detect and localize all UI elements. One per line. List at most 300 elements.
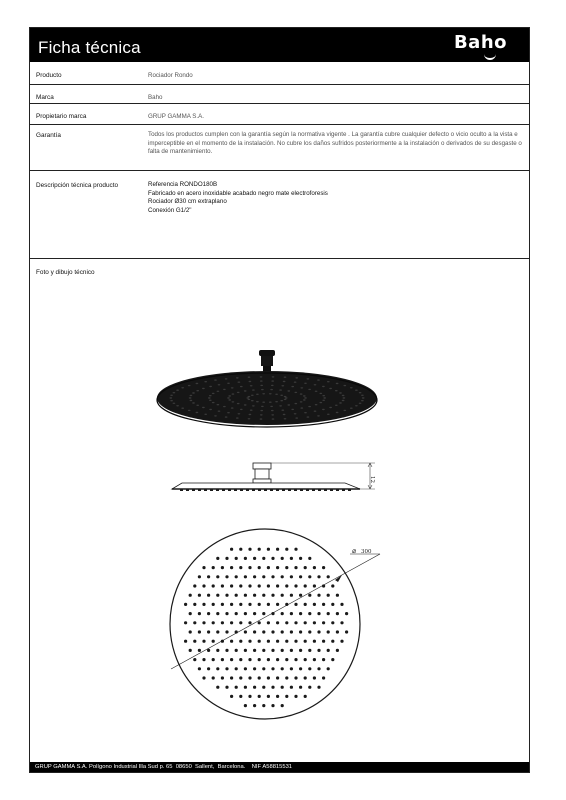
side-nozzle [324, 489, 327, 491]
photo-nozzle [176, 405, 179, 406]
photo-nozzle [307, 416, 310, 417]
photo-nozzle [249, 381, 252, 382]
photo-nozzle [315, 391, 318, 392]
photo-nozzle [190, 395, 193, 396]
row-propietario [30, 104, 529, 125]
photo-nozzle [307, 378, 310, 379]
plan-nozzle-dot [221, 584, 224, 587]
photo-nozzle [212, 393, 215, 394]
plan-nozzle-dot [271, 649, 274, 652]
side-connector-base [253, 479, 271, 483]
technical-drawing [30, 258, 529, 744]
photo-nozzle [217, 404, 220, 405]
plan-nozzle-dot [193, 640, 196, 643]
plan-nozzle-dot [212, 658, 215, 661]
plan-nozzle-dot [258, 621, 261, 624]
plan-nozzle-dot [244, 557, 247, 560]
plan-nozzle-dot [267, 566, 270, 569]
plan-nozzle-dot [207, 649, 210, 652]
plan-nozzle-dot [207, 594, 210, 597]
plan-nozzle-dot [216, 557, 219, 560]
plan-nozzle-dot [244, 575, 247, 578]
plan-nozzle-dot [225, 630, 228, 633]
photo-nozzle [248, 399, 251, 400]
plan-nozzle-dot [304, 566, 307, 569]
photo-nozzle [214, 379, 217, 380]
plan-nozzle-dot [202, 603, 205, 606]
photo-nozzle [223, 389, 226, 390]
photo-nozzle [280, 400, 283, 401]
plan-nozzle-dot [244, 649, 247, 652]
plan-nozzle-dot [285, 676, 288, 679]
plan-nozzle-dot [202, 566, 205, 569]
photo-nozzle [260, 410, 263, 411]
plan-nozzle-dot [202, 621, 205, 624]
plan-nozzle-dot [230, 548, 233, 551]
plan-nozzle-dot [202, 640, 205, 643]
plan-nozzle-dot [322, 566, 325, 569]
photo-nozzle [204, 381, 207, 382]
plan-nozzle-dot [267, 603, 270, 606]
photo-nozzle [252, 405, 255, 406]
photo-nozzle [279, 389, 282, 390]
plan-nozzle-dot [308, 612, 311, 615]
plan-nozzle-dot [207, 667, 210, 670]
photo-nozzle [261, 389, 264, 390]
plan-nozzle-dot [193, 584, 196, 587]
plan-nozzle-dot [331, 658, 334, 661]
photo-nozzle [317, 415, 320, 416]
plan-nozzle-dot [262, 630, 265, 633]
value-descripcion [148, 181, 523, 215]
plan-nozzle-dot [207, 612, 210, 615]
side-nozzle [318, 489, 321, 491]
photo-nozzle [343, 397, 346, 398]
plan-nozzle-dot [248, 658, 251, 661]
plan-nozzle-dot [212, 676, 215, 679]
photo-nozzle [260, 414, 263, 415]
plan-nozzle-dot [212, 584, 215, 587]
photo-nozzle [260, 385, 263, 386]
photo-nozzle [291, 386, 294, 387]
plan-nozzle-dot [225, 667, 228, 670]
photo-nozzle [249, 414, 252, 415]
plan-nozzle-dot [207, 630, 210, 633]
photo-nozzle [335, 390, 338, 391]
photo-nozzle [260, 376, 263, 377]
side-nozzle [192, 489, 195, 491]
plan-nozzle-dot [221, 621, 224, 624]
plan-nozzle-dot [331, 621, 334, 624]
side-view [172, 463, 375, 491]
side-nozzle [204, 489, 207, 491]
photo-nozzle [300, 393, 303, 394]
plan-nozzle-dot [230, 584, 233, 587]
plan-nozzle-dot [258, 640, 261, 643]
photo-nozzle [271, 410, 274, 411]
photo-nozzle [176, 390, 179, 391]
photo-nozzle [271, 385, 274, 386]
photo-nozzle [294, 392, 297, 393]
photo-nozzle [319, 402, 322, 403]
page-title: Ficha técnica [38, 38, 141, 57]
plan-nozzle-dot [184, 603, 187, 606]
row-producto [30, 62, 529, 85]
plan-nozzle-dot [230, 566, 233, 569]
plan-nozzle-dot [235, 557, 238, 560]
photo-nozzle [339, 392, 342, 393]
photo-nozzle [361, 400, 364, 401]
plan-nozzle-dot [271, 557, 274, 560]
plan-nozzle-dot [322, 621, 325, 624]
plan-nozzle-dot [317, 649, 320, 652]
plan-nozzle-dot [239, 584, 242, 587]
drawing-svg [30, 258, 531, 744]
plan-nozzle-dot [271, 575, 274, 578]
plan-nozzle-dot [271, 704, 274, 707]
side-nozzle [186, 489, 189, 491]
plan-nozzle-dot [202, 658, 205, 661]
plan-nozzle-dot [285, 640, 288, 643]
photo-nozzle [272, 418, 275, 419]
plan-nozzle-dot [193, 658, 196, 661]
brand-logo: Baho [453, 32, 507, 53]
photo-nozzle [339, 402, 342, 403]
plan-nozzle-dot [290, 612, 293, 615]
plan-nozzle-dot [281, 612, 284, 615]
photo-nozzle [236, 417, 239, 418]
plan-nozzle-dot [262, 649, 265, 652]
plan-nozzle-dot [304, 621, 307, 624]
plan-nozzle-dot [313, 603, 316, 606]
photo-nozzle [256, 394, 259, 395]
photo-nozzle [218, 411, 221, 412]
photo-nozzle [232, 401, 235, 402]
plan-nozzle-dot [244, 630, 247, 633]
plan-nozzle-dot [336, 594, 339, 597]
photo-nozzle [248, 377, 251, 378]
side-nozzle [288, 489, 291, 491]
plan-nozzle-dot [189, 594, 192, 597]
photo-nozzle [237, 392, 240, 393]
plan-nozzle-dot [212, 566, 215, 569]
plan-nozzle-dot [327, 630, 330, 633]
plan-nozzle-dot [267, 548, 270, 551]
photo-nozzle [304, 412, 307, 413]
plan-nozzle-dot [244, 704, 247, 707]
plan-nozzle-dot [230, 621, 233, 624]
photo-nozzle [314, 411, 317, 412]
plan-nozzle-dot [327, 667, 330, 670]
plan-nozzle-dot [345, 630, 348, 633]
desc-line: Rociador Ø30 cm extraplano [148, 198, 227, 206]
plan-nozzle-dot [331, 603, 334, 606]
plan-nozzle-dot [225, 649, 228, 652]
plan-nozzle-dot [230, 640, 233, 643]
plan-nozzle-dot [235, 594, 238, 597]
plan-nozzle-dot [271, 594, 274, 597]
photo-nozzle [270, 406, 273, 407]
plan-nozzle-dot [267, 695, 270, 698]
photo-nozzle [329, 388, 332, 389]
photo-nozzle [362, 397, 365, 398]
plan-nozzle-dot [336, 630, 339, 633]
photo-nozzle [294, 382, 297, 383]
desc-line: Referencia RONDO180B [148, 181, 218, 188]
plan-nozzle-dot [281, 575, 284, 578]
row-marca [30, 85, 529, 104]
photo-nozzle [170, 400, 173, 401]
plan-nozzle-dot [304, 584, 307, 587]
side-nozzle [240, 489, 243, 491]
photo-nozzle [319, 393, 322, 394]
photo-nozzle [228, 395, 231, 396]
desc-line: Conexión G1/2" [148, 206, 192, 214]
side-nozzle [228, 489, 231, 491]
plan-nozzle-dot [230, 658, 233, 661]
plan-nozzle-dot [225, 686, 228, 689]
plan-nozzle-dot [294, 566, 297, 569]
photo-connector-body [261, 356, 273, 366]
plan-nozzle-dot [327, 612, 330, 615]
plan-nozzle-dot [285, 621, 288, 624]
photo-nozzle [355, 390, 358, 391]
plan-nozzle-dot [276, 548, 279, 551]
plan-nozzle-dot [322, 603, 325, 606]
photo-nozzle [217, 391, 220, 392]
plan-nozzle-dot [248, 603, 251, 606]
plan-nozzle-dot [189, 630, 192, 633]
plan-nozzle-dot [276, 695, 279, 698]
plan-nozzle-dot [308, 630, 311, 633]
plan-nozzle-dot [336, 649, 339, 652]
photo-nozzle [336, 383, 339, 384]
plan-nozzle-dot [198, 612, 201, 615]
plan-nozzle-dot [248, 695, 251, 698]
photo-nozzle [291, 409, 294, 410]
side-nozzle [336, 489, 339, 491]
plan-nozzle-dot [212, 621, 215, 624]
plan-nozzle-dot [216, 649, 219, 652]
side-nozzle [252, 489, 255, 491]
photo-nozzle [173, 403, 176, 404]
photo-nozzle [336, 412, 339, 413]
photo-nozzle [240, 409, 243, 410]
plan-nozzle-dot [235, 630, 238, 633]
side-nozzle [306, 489, 309, 491]
plan-nozzle-dot [225, 612, 228, 615]
plan-nozzle-dot [294, 695, 297, 698]
plan-nozzle-dot [198, 575, 201, 578]
plan-nozzle-dot [239, 640, 242, 643]
side-nozzle [198, 489, 201, 491]
side-nozzle [270, 489, 273, 491]
photo-nozzle [322, 400, 325, 401]
plan-nozzle-dot [299, 612, 302, 615]
plan-nozzle-dot [244, 686, 247, 689]
plan-nozzle-dot [198, 630, 201, 633]
plan-nozzle-dot [225, 557, 228, 560]
photo-nozzle [359, 403, 362, 404]
plan-nozzle-dot [216, 594, 219, 597]
plan-nozzle-dot [258, 695, 261, 698]
plan-nozzle-dot [285, 658, 288, 661]
plan-nozzle-dot [331, 640, 334, 643]
side-nozzle [276, 489, 279, 491]
photo-nozzle [250, 385, 253, 386]
dim-diameter-label: 300 [361, 549, 372, 555]
value-propietario: GRUP GAMMA S.A. [148, 113, 204, 120]
plan-nozzle-dot [304, 695, 307, 698]
photo-nozzle [209, 386, 212, 387]
plan-nozzle-dot [258, 676, 261, 679]
plan-nozzle-dot [198, 594, 201, 597]
side-nozzle [210, 489, 213, 491]
plan-nozzle-dot [281, 686, 284, 689]
plan-nozzle-dot [308, 667, 311, 670]
plan-nozzle-dot [294, 640, 297, 643]
photo-nozzle [275, 401, 278, 402]
photo-nozzle [294, 403, 297, 404]
side-nozzle [294, 489, 297, 491]
plan-nozzle-dot [299, 686, 302, 689]
plan-nozzle-dot [290, 667, 293, 670]
photo-nozzle [272, 376, 275, 377]
photo-nozzle [322, 395, 325, 396]
row-garantia [30, 125, 529, 171]
photo-nozzle [246, 397, 249, 398]
photo-nozzle [271, 414, 274, 415]
side-nozzle [180, 489, 183, 491]
plan-nozzle-dot [317, 630, 320, 633]
photo-nozzle [251, 400, 254, 401]
plan-nozzle-dot [262, 704, 265, 707]
photo-nozzle [250, 410, 253, 411]
plan-nozzle-dot [299, 667, 302, 670]
photo-nozzle [308, 406, 311, 407]
photo-nozzle [202, 407, 205, 408]
plan-nozzle-dot [248, 621, 251, 624]
photo-nozzle [260, 418, 263, 419]
plan-nozzle-dot [281, 704, 284, 707]
plan-nozzle-dot [262, 667, 265, 670]
plan-nozzle-dot [262, 686, 265, 689]
plan-nozzle-dot [290, 594, 293, 597]
photo-nozzle [359, 392, 362, 393]
plan-nozzle-dot [262, 594, 265, 597]
photo-nozzle [308, 389, 311, 390]
plan-nozzle-dot [304, 676, 307, 679]
photo-nozzle [190, 400, 193, 401]
photo-nozzle [329, 407, 332, 408]
side-nozzle [234, 489, 237, 491]
photo-nozzle [315, 404, 318, 405]
side-nozzles [180, 489, 351, 491]
plan-nozzle-dot [239, 548, 242, 551]
plan-nozzle-dot [216, 630, 219, 633]
photo-nozzle [275, 394, 278, 395]
plan-nozzle-dot [290, 649, 293, 652]
plan-nozzle-dot [285, 584, 288, 587]
plan-nozzle-dot [336, 612, 339, 615]
photo-nozzle [355, 405, 358, 406]
plan-nozzle-dot [308, 575, 311, 578]
photo-nozzle [260, 380, 263, 381]
plan-nozzle-dot [290, 575, 293, 578]
photo-nozzle [231, 407, 234, 408]
photo-nozzle [285, 397, 288, 398]
photo-nozzle [240, 386, 243, 387]
plan-nozzle-dot [248, 676, 251, 679]
plan-nozzle-dot [313, 566, 316, 569]
plan-nozzle-dot [304, 603, 307, 606]
plan-nozzle-dot [244, 612, 247, 615]
plan-nozzle-dot [262, 575, 265, 578]
plan-nozzle-dot [299, 557, 302, 560]
plan-nozzle-dot [258, 566, 261, 569]
plan-nozzle-dot [207, 575, 210, 578]
plan-nozzle-dot [253, 667, 256, 670]
plan-nozzle-dot [216, 667, 219, 670]
plan-nozzle-dot [313, 676, 316, 679]
label-foto: Foto y dibujo técnico [36, 269, 95, 276]
photo-nozzle [237, 403, 240, 404]
plan-nozzle-dot [285, 603, 288, 606]
photo-nozzle [281, 385, 284, 386]
photo-nozzle [284, 418, 287, 419]
photo-nozzle [327, 381, 330, 382]
photo-nozzle [181, 387, 184, 388]
plan-nozzle-dot [327, 594, 330, 597]
photo-nozzle [327, 414, 330, 415]
plan-nozzle-dot [327, 649, 330, 652]
plan-nozzle-dot [184, 621, 187, 624]
plan-nozzle-dot [244, 594, 247, 597]
photo-nozzle [300, 407, 303, 408]
photo-nozzle [236, 377, 239, 378]
plan-nozzle-dot [239, 603, 242, 606]
plan-nozzle-dot [184, 640, 187, 643]
photo-nozzle [227, 397, 230, 398]
side-plate [172, 483, 360, 489]
plan-nozzle-dot [304, 640, 307, 643]
plan-nozzle-dot [345, 612, 348, 615]
photo-nozzle [214, 415, 217, 416]
photo-nozzle [244, 390, 247, 391]
photo-nozzle [196, 405, 199, 406]
plan-nozzle-dot [239, 566, 242, 569]
photo-nozzle [269, 393, 272, 394]
plan-nozzle-dot [235, 667, 238, 670]
label-producto: Producto [36, 72, 62, 79]
plan-nozzle-dot [294, 658, 297, 661]
label-descripcion: Descripción técnica producto [36, 182, 119, 189]
plan-nozzle-dot [294, 548, 297, 551]
plan-view [170, 529, 380, 719]
photo-nozzle [350, 408, 353, 409]
footer-text: GRUP GAMMA S.A. Polígono Industrial Illa Sud p. 65 08650 Sallent, Barcelona. NIF A58815531 [35, 764, 293, 770]
photo-nozzle [323, 397, 326, 398]
plan-nozzle-dot [221, 676, 224, 679]
plan-nozzle-dot [294, 676, 297, 679]
plan-nozzle-dot [212, 640, 215, 643]
plan-nozzle-dot [253, 575, 256, 578]
photo-nozzle [196, 383, 199, 384]
side-nozzle [258, 489, 261, 491]
side-nozzle [282, 489, 285, 491]
plan-nozzle-dot [313, 658, 316, 661]
photo-nozzle [261, 406, 264, 407]
